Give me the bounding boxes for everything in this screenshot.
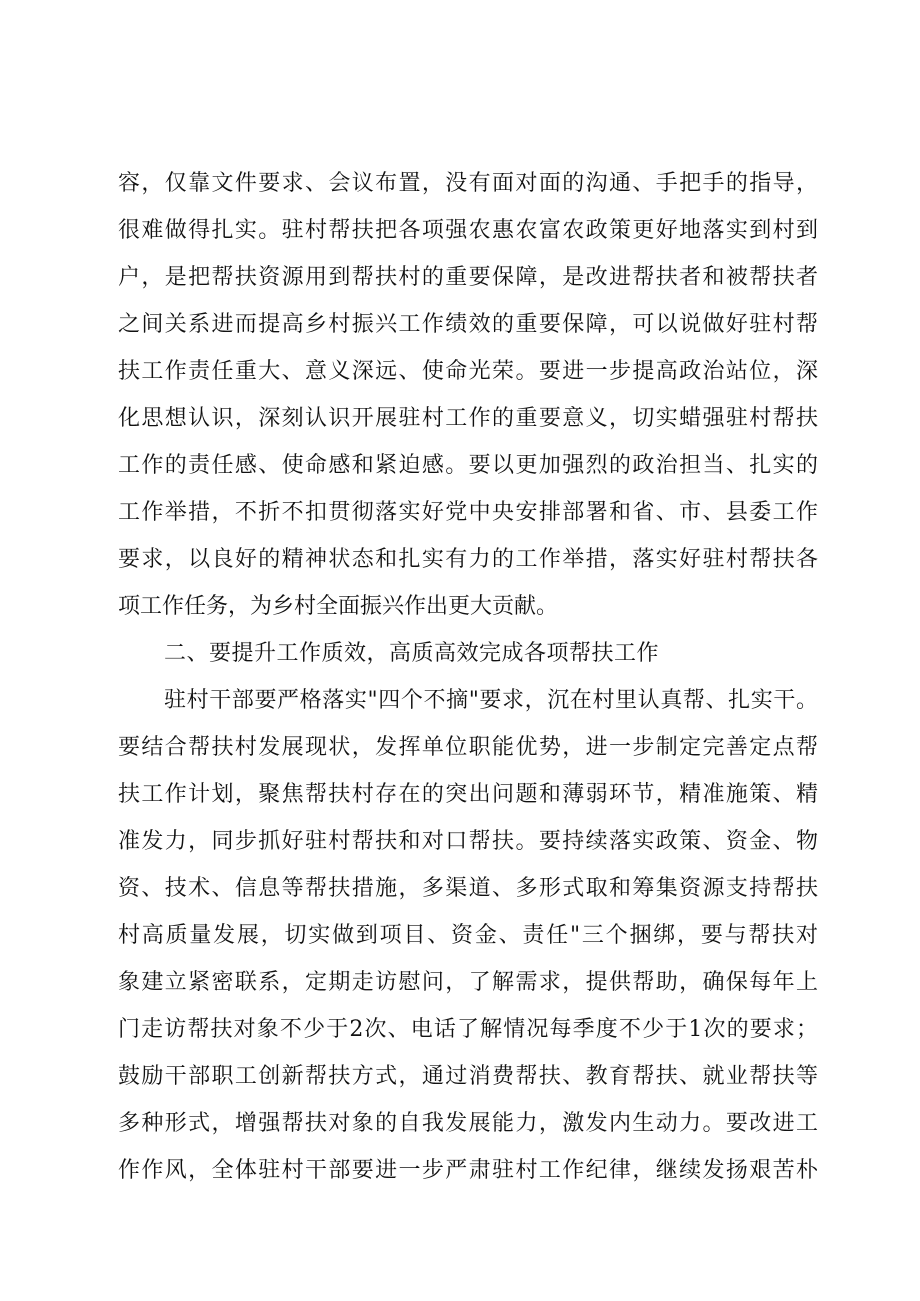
paragraph-line: 驻村干部要严格落实"四个不摘"要求，沉在村里认真帮、扎实干。	[164, 688, 818, 713]
paragraph-line: 鼓励干部职工创新帮扶方式，通过消费帮扶、教育帮扶、就业帮扶等	[118, 1064, 818, 1089]
paragraph-line: 扶工作计划，聚焦帮扶村存在的突出问题和薄弱环节，精准施策、精	[118, 782, 818, 807]
paragraph-line: 容，仅靠文件要求、会议布置，没有面对面的沟通、手把手的指导，	[118, 171, 818, 196]
paragraph-line: 户，是把帮扶资源用到帮扶村的重要保障，是改进帮扶者和被帮扶者	[118, 265, 818, 290]
paragraph-line: 象建立紧密联系，定期走访慰问，了解需求，提供帮助，确保每年上	[118, 970, 818, 995]
paragraph-line: 工作举措，不折不扣贯彻落实好党中央安排部署和省、市、县委工作	[118, 500, 818, 525]
paragraph-line: 作作风，全体驻村干部要进一步严肃驻村工作纪律，继续发扬艰苦朴	[118, 1158, 818, 1183]
paragraph-line: 很难做得扎实。驻村帮扶把各项强农惠农富农政策更好地落实到村到	[118, 218, 818, 243]
paragraph-line: 准发力，同步抓好驻村帮扶和对口帮扶。要持续落实政策、资金、物	[118, 829, 818, 854]
paragraph-line: 化思想认识，深刻认识开展驻村工作的重要意义，切实蜡强驻村帮扶	[118, 406, 818, 431]
paragraph-line: 门走访帮扶对象不少于2次、电话了解情况每季度不少于1次的要求；	[118, 1017, 818, 1042]
paragraph-line: 资、技术、信息等帮扶措施，多渠道、多形式取和筹集资源支持帮扶	[118, 876, 818, 901]
paragraph-line: 工作的责任感、使命感和紧迫感。要以更加强烈的政治担当、扎实的	[118, 453, 818, 478]
paragraph-line: 要求，以良好的精神状态和扎实有力的工作举措，落实好驻村帮扶各	[118, 547, 818, 572]
paragraph-line: 村高质量发展，切实做到项目、资金、责任"三个捆绑，要与帮扶对	[118, 923, 818, 948]
paragraph-line: 多种形式，增强帮扶对象的自我发展能力，激发内生动力。要改进工	[118, 1111, 818, 1136]
paragraph-line: 项工作任务，为乡村全面振兴作出更大贡献。	[118, 594, 559, 619]
paragraph-line: 扶工作责任重大、意义深远、使命光荣。要进一步提高政治站位，深	[118, 359, 818, 384]
paragraph-line: 要结合帮扶村发展现状，发挥单位职能优势，进一步制定完善定点帮	[118, 735, 818, 760]
section-heading: 二、要提升工作质效，高质高效完成各项帮扶工作	[164, 641, 660, 666]
paragraph-line: 之间关系进而提高乡村振兴工作绩效的重要保障，可以说做好驻村帮	[118, 312, 818, 337]
